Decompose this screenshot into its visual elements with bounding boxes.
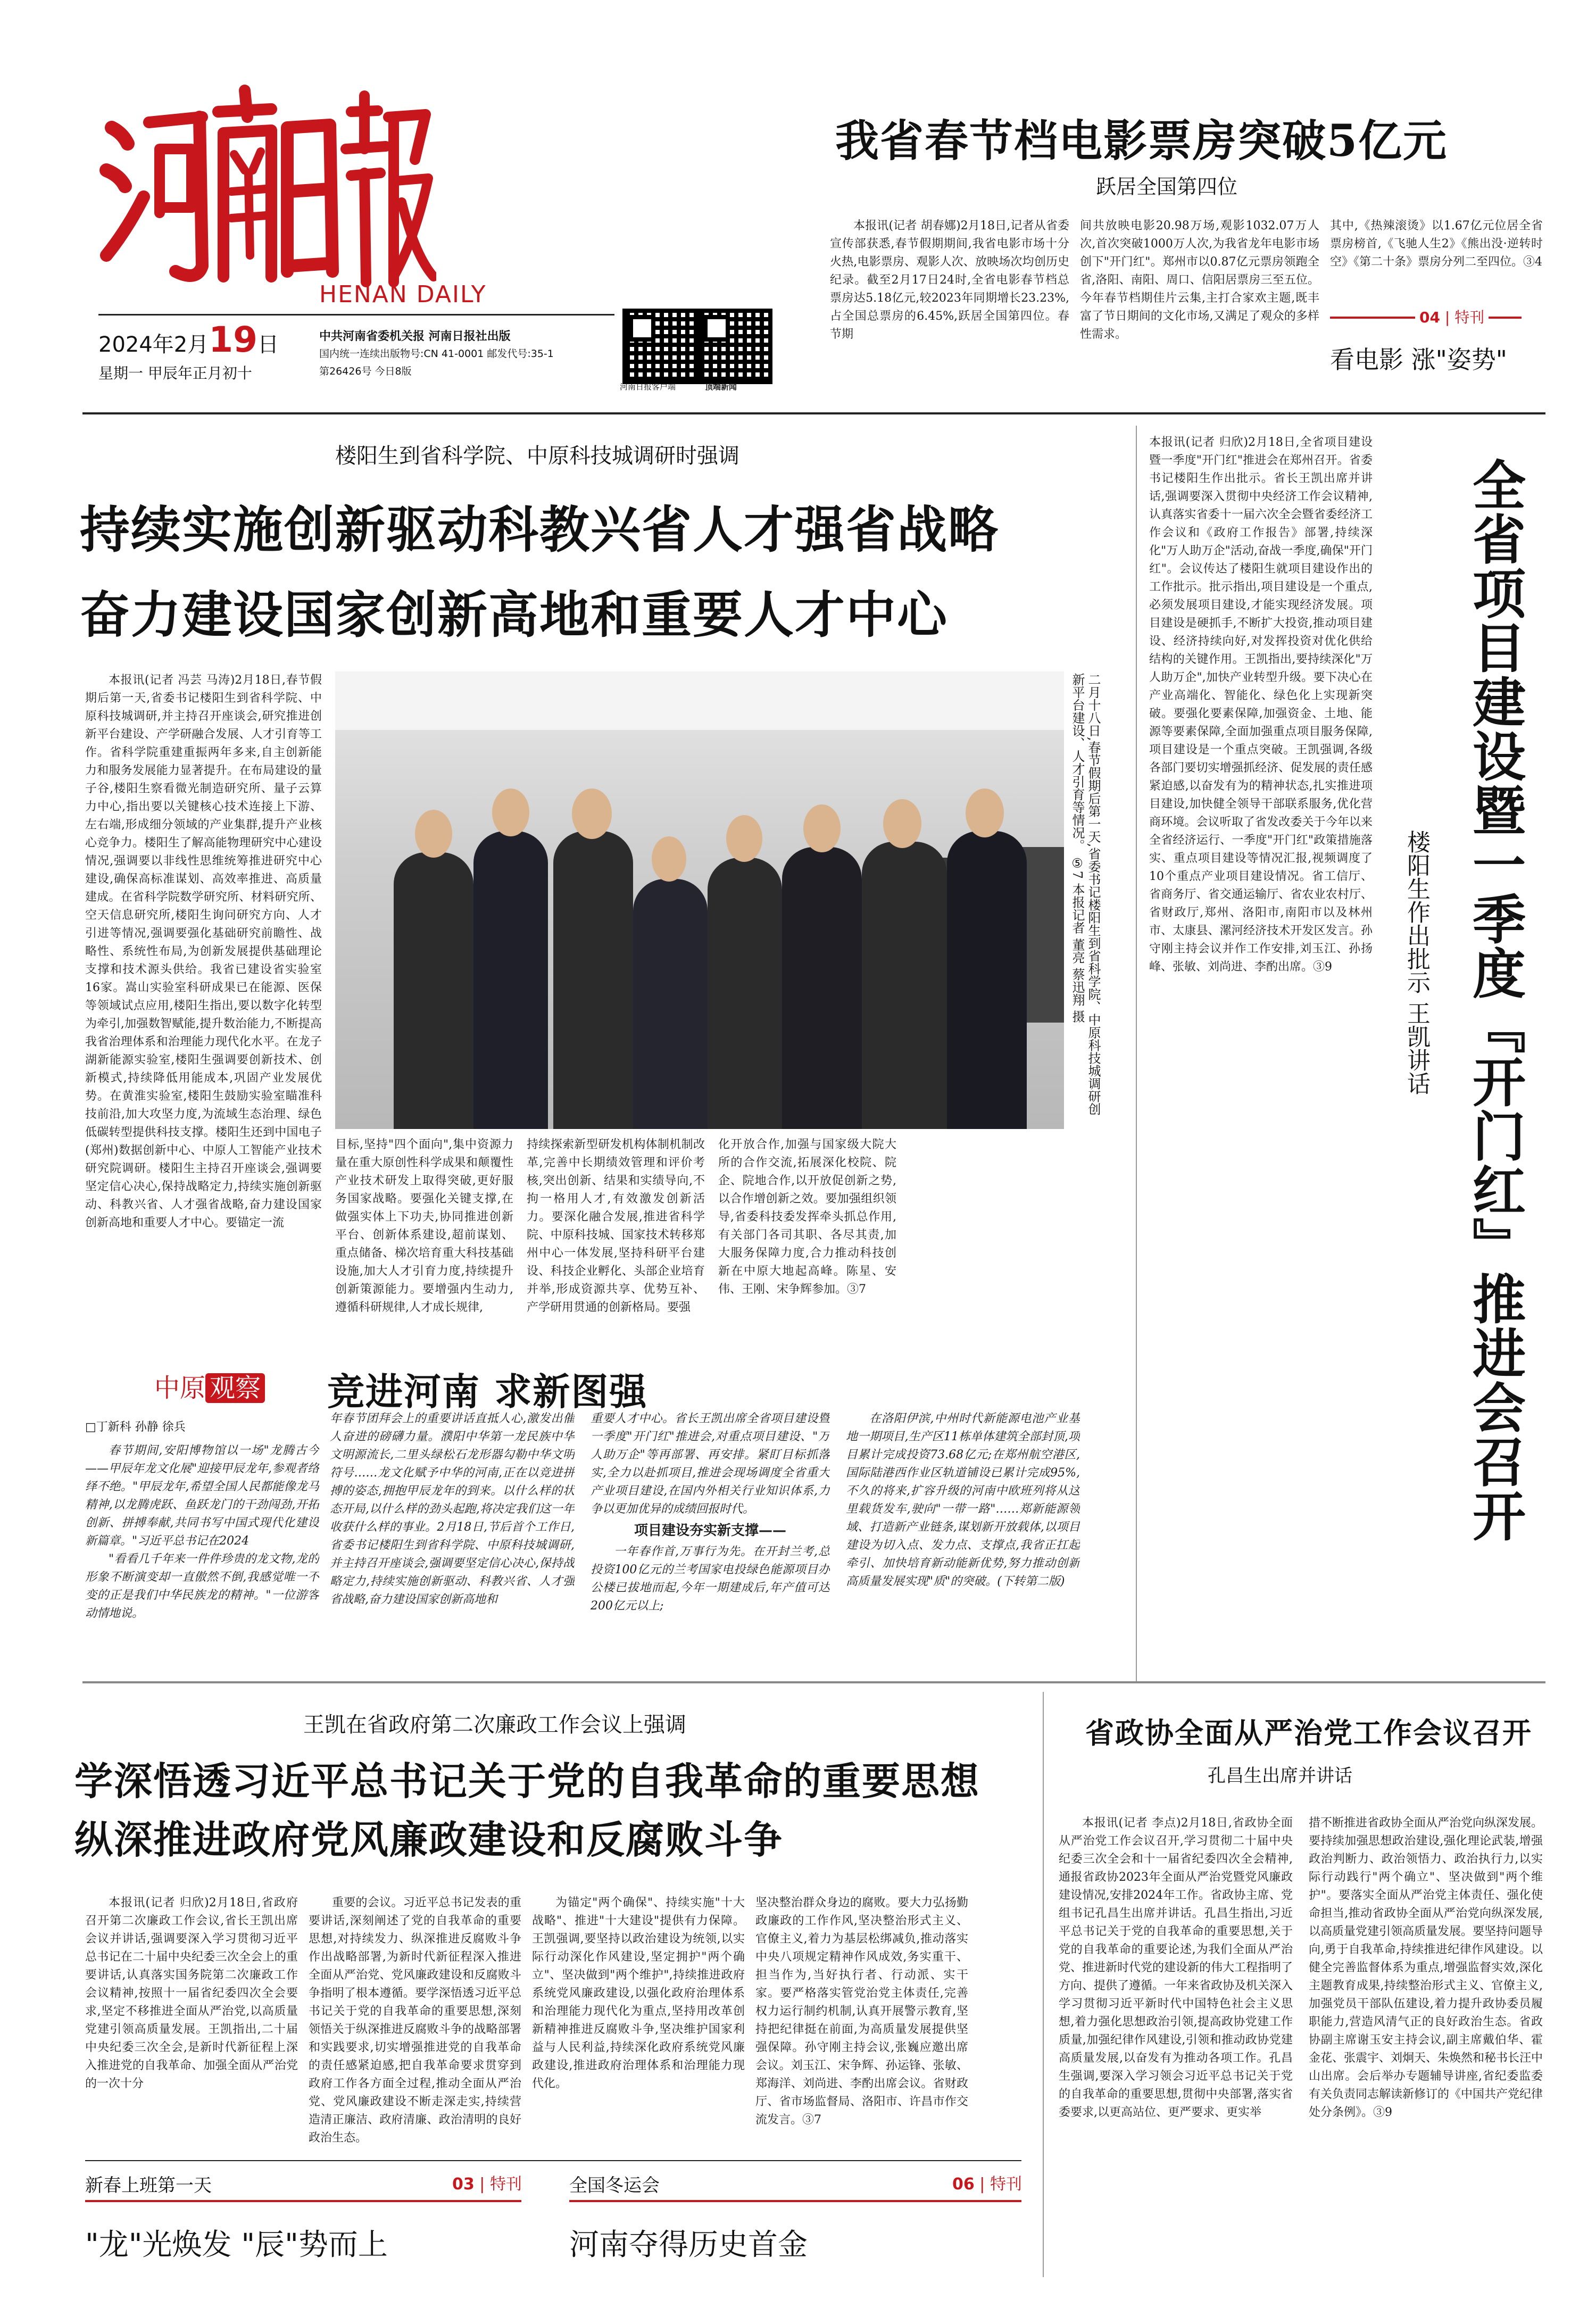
qr-code-news[interactable] bbox=[697, 309, 772, 384]
commentary-col3-text-b: 一年春作首,万事行为先。在开封兰考,总投资100亿元的兰考国家电投绿色能源项目办公楼已拔地而起,今年一期建成后,年产值可达200亿元以上; bbox=[591, 1545, 830, 1613]
lower-right-col2-text: 措不断推进省政协全面从严治党向纵深发展。要持续加强思想政治建设,强化理论武装,增强政治判断力、政治领悟力、政治执行力,以实际行动践行"两个确立"、坚决做到"两个维护"。要落实全面从严治党主体责任、强化使命担当,推动省政协全面从严治党向纵深发展,以高质量党建引领高质量发展。要坚持问题导向,勇于自我革命,持续推进纪律作风建设。以健全完善监督体系为重点,增强监督实效,深化主题教育成果,持续整治形式主义、官僚主义,加强党员干部队伍建设,着力提升政协委员履职能力,营造风清气正的良好政治生态。省政协副主席谢玉安主持会议,副主席戴伯华、霍金花、张震宇、刘炯天、朱焕然和秘书长汪中山出席。会后举办专题辅导讲座,省纪委监委有关负责同志解读新修订的《中国共产党纪律处分条例》。③9 bbox=[1309, 1816, 1543, 2119]
lower-right-headline[interactable]: 省政协全面从严治党工作会议召开 bbox=[1085, 1716, 1532, 1750]
teaser-page-number: 04 bbox=[1419, 309, 1440, 326]
footer-teaser2-page: 06 bbox=[952, 2175, 975, 2194]
qr-caption: 河南日报客户端 bbox=[620, 382, 676, 392]
column-logo-b: 观察 bbox=[205, 1373, 265, 1403]
lead-story-col2 bbox=[335, 1136, 513, 1343]
commentary-headline[interactable]: 竞进河南 求新图强 bbox=[327, 1369, 648, 1414]
top-story-col2-text: 间共放映电影20.98万场,观影1032.07万人次,首次突破1000万人次,为我省龙年电影市场创下"开门红"。郑州市以0.87亿元票房领跑全省,洛阳、南阳、周口、信阳居票房三至五位。今年春节档期佳片云集,主打合家欢主题,既丰富了节日期间的文化市场,又满足了观众的多样性需求。 bbox=[1080, 219, 1319, 341]
lower-left-col2-text: 重要的会议。习近平总书记发表的重要讲话,深刻阐述了党的自我革命的重要思想,对持续发力、纵深推进反腐败斗争作出战略部署,为新时代新征程深入推进全面从严治党、党风廉政建设和反腐败斗争指明了根本遵循。要学深悟透习近平总书记关于党的自我革命的重要思想,深刻领悟关于纵深推进反腐败斗争的战略部署和实践要求,切实增强推进党的自我革命的责任感紧迫感,把自我革命要求贯穿到政府工作各方面全过程,推动全面从严治党、党风廉政建设不断走深走实,持续营造清正廉洁、政府清廉、政治清明的良好政治生态。 bbox=[309, 1896, 521, 2145]
commentary-col4-text: 在洛阳伊滨,中州时代新能源电池产业基地一期项目,生产区11栋单体建筑全部封顶,项目累计完成投资73.68亿元;在郑州航空港区,国际陆港西作业区轨道铺设已累计完成95%,不久的将来,扩容升级的河南中欧班列将从这里载货发车,驶向"一带一路"……郑新能源领域、打造新产业链条,谋划新开放载体,以项目建设为切入点、发力点、支撑点,我省正扛起牵引、加快培育新动能新优势,努力推动创新高质量发展实现"质"的突破。(下转第二版) bbox=[846, 1412, 1080, 1588]
lead-story-col4-text: 化开放合作,加强与国家级大院大所的合作交流,拓展深化校院、院企、院地合作,以开放促创新之势,以合作增创新之效。要加强组织领导,省委科技委发挥牵头抓总作用,有关部门各司其职、各尽其责,加大服务保障力度,合力推动科技创新在中原大地起高峰。陈星、安伟、王刚、宋争辉参加。③7 bbox=[718, 1138, 896, 1296]
right-column-divider bbox=[1136, 426, 1137, 1681]
footer-teaser2-tag: 特刊 bbox=[990, 2175, 1022, 2194]
photo-caption: 二月十八日,春节假期后第一天,省委书记楼阳生到省科学院、中原科技城调研创新平台建设、人才引育等情况。 ⑤7 本报记者 董亮 蔡迅翔 摄 bbox=[1070, 673, 1101, 1116]
masthead-rule bbox=[98, 314, 614, 316]
footer-teaser1-title[interactable]: "龙"光焕发 "辰"势而上 bbox=[85, 2228, 388, 2262]
commentary-byline: □丁新科 孙静 徐兵 bbox=[85, 1421, 186, 1434]
commentary-col3-text: 重要人才中心。省长王凯出席全省项目建设暨一季度"开门红"推进会,对重点项目建设、"万人助万企"等再部署、再安排。紧盯目标抓落实,全力以赴抓项目,推进会现场调度全省重大产业项目建设,在国内外相关行业知识体系,力争以更加优异的成绩回报时代。 bbox=[591, 1412, 830, 1516]
publisher-line: 中共河南省委机关报 河南日报社出版 bbox=[319, 330, 511, 343]
footer-teaser1-tag: 特刊 bbox=[489, 2175, 522, 2194]
lead-story-col4 bbox=[718, 1136, 896, 1343]
lower-right-col1-text: 本报讯(记者 李点)2月18日,省政协全面从严治党工作会议召开,学习贯彻二十届中央纪委三次全会和十一届省纪委四次全会精神,通报省政协2023年全面从严治党暨党风廉政建设情况,安排2024年工作。省政协主席、党组书记孔昌生出席并讲话。孔昌生指出,习近平总书记关于党的自我革命的重要思想,关于党的自我革命的重要论述,为我们全面从严治党、推进新时代党的建设新的伟大工程指明了方向、提供了遵循。一年来省政协及机关深入学习贯彻习近平新时代中国特色社会主义思想,着力强化思想政治引领,提高政协党建工作质量,加强纪律作风建设,引领和推动政协党建高质量发展,以奋发有为推动各项工作。孔昌生强调,要深入学习领会习近平总书记关于党的自我革命的重要思想,贯彻中央部署,落实省委要求,以更高站位、更严要求、更实举 bbox=[1059, 1816, 1293, 2119]
commentary-col2 bbox=[330, 1410, 575, 1671]
top-story-col3 bbox=[1330, 217, 1543, 292]
commentary-col1-quote: "看看几千年来一件件珍贵的龙文物,龙的形象不断演变却一直傲然不倒,我感觉唯一不变的正是我们中华民族龙的精神。"一位游客动情地说。 bbox=[85, 1552, 319, 1620]
footer-teaser1-small: 新春上班第一天 bbox=[85, 2175, 212, 2196]
lead-story-col1-text: 本报讯(记者 冯芸 马涛)2月18日,春节假期后第一天,省委书记楼阳生到省科学院、中原科技城调研,并主持召开座谈会,研究推进创新平台建设、产学研融合发展、人才引育等工作。省科学院重建重振两年多来,自主创新能力和服务发展能力显著提升。在布局建设的量子谷,楼阳生察看微光制造研究所、量子云算力中心,指出要以关键核心技术连接上下游、左右端,形成细分领域的产业集群,提升产业核心竞争力。楼阳生了解高能物理研究中心建设情况,强调要以非线性思维统筹推进研究中心建设,确保高标准谋划、高效率推进、高质量建成。在省科学院数学研究所、材料研究所、空天信息研究所,楼阳生询问研究方向、人才引进等情况,强调要强化基础研究前瞻性、战略性、系统性布局,为创新发展提供基础理论支撑和技术源头供给。我省已建设省实验室16家。嵩山实验室科研成果已在能源、医保等领域试点应用,楼阳生指出,要以数字化转型为牵引,加强数智赋能,提升数治能力,不断提高我省治理体系和治理能力现代化水平。在龙子湖新能源实验室,楼阳生强调要创新技术、创新模式,持续降低用能成本,巩固产业发展优势。在黄淮实验室,楼阳生鼓励实验室瞄准科技前沿,加大攻坚力度,为流域生态治理、绿色低碳转型提供科技支撑。楼阳生还到中国电子(郑州)数据创新中心、中原人工智能产业技术研究院调研。楼阳生主持召开座谈会,强调要坚定信心决心,保持战略定力,持续实施创新驱动、科教兴省、人才强省战略,奋力建设国家创新高地和重要人才中心。要锚定一流 bbox=[85, 674, 322, 1230]
footer-teaser1-label: 03 | 特刊 bbox=[452, 2175, 522, 2194]
footer-teaser1-page: 03 bbox=[452, 2175, 475, 2194]
lower-left-col2 bbox=[309, 1894, 521, 2149]
date-block bbox=[98, 319, 279, 360]
lower-right-col2 bbox=[1309, 1814, 1543, 2282]
footer-teaser2-bar bbox=[569, 2200, 1021, 2202]
commentary-col1-text: 春节期间,安阳博物馆以一场"龙腾古今——甲辰年龙文化展"迎接甲辰龙年,参观者络绎不绝。"甲辰龙年,希望全国人民都能像龙马精神,以龙腾虎跃、鱼跃龙门的干劲闯劲,开拓创新、拼搏奉献,共同书写中国式现代化建设新篇章。"习近平总书记在2024 bbox=[85, 1444, 319, 1548]
top-headline[interactable]: 我省春节档电影票房突破5亿元 bbox=[835, 115, 1448, 167]
lead-kicker: 楼阳生到省科学院、中原科技城调研时强调 bbox=[335, 444, 739, 468]
footer-teaser2-label: 06 | 特刊 bbox=[952, 2175, 1022, 2194]
top-story-col1 bbox=[830, 217, 1069, 377]
top-story-col1-text: 本报讯(记者 胡春娜)2月18日,记者从省委宣传部获悉,春节假期期间,我省电影市场十分火热,电影票房、观影人次、放映场次均创历史纪录。截至2月17日24时,全省电影春节档总票房达5.18亿元,较2023年同期增长23.23%,占全国总票房的6.45%,跃居全国第四位。春节期 bbox=[830, 219, 1069, 341]
footer-teaser2-small: 全国冬运会 bbox=[569, 2175, 660, 2196]
lower-left-col3-text: 为锚定"两个确保"、持续实施"十大战略"、推进"十大建设"提供有力保障。王凯强调,要坚持以政治建设为统领,以实际行动深化作风建设,坚定拥护"两个确立"、坚决做到"两个维护",持续推进政府系统党风廉政建设,以强化政府治理体系和治理能力现代化为重点,坚持用改革创新精神推进反腐败斗争,坚决维护国家利益与人民利益,持续深化政府系统党风廉政建设,推进政府治理体系和治理能力现代化。 bbox=[532, 1896, 745, 2090]
right-vertical-subhead: 楼阳生作出批示 王凯讲话 bbox=[1403, 830, 1430, 1095]
column-logo bbox=[154, 1367, 265, 1404]
teaser-page-label: 04 | 特刊 bbox=[1415, 306, 1489, 327]
lower-right-col1 bbox=[1059, 1814, 1293, 2282]
right-vertical-headline[interactable]: 全省项目建设暨一季度『开门红』推进会召开 bbox=[1464, 458, 1526, 1543]
footer-teaser2-title[interactable]: 河南夺得历史首金 bbox=[569, 2228, 808, 2262]
commentary-col3-subhead: 项目建设夯实新支撑—— bbox=[634, 1523, 786, 1539]
commentary-col3 bbox=[591, 1410, 830, 1671]
lower-left-col1 bbox=[85, 1894, 298, 2149]
lower-left-headline-line1[interactable]: 学深悟透习近平总书记关于党的自我革命的重要思想 bbox=[74, 1758, 980, 1804]
footer-rule bbox=[85, 2160, 1021, 2161]
date-day: 19 bbox=[209, 319, 258, 360]
date-year-month: 2024年2月 bbox=[98, 333, 209, 357]
lead-story-col3 bbox=[527, 1136, 705, 1343]
lower-divider bbox=[1043, 1692, 1044, 2277]
lead-story-col1 bbox=[85, 671, 322, 1342]
footer-teaser1-bar bbox=[85, 2200, 521, 2202]
qr-code-app[interactable] bbox=[622, 309, 698, 384]
commentary-col4 bbox=[846, 1410, 1080, 1671]
serial-number-line: 国内统一连续出版物号:CN 41-0001 邮发代号:35-1 bbox=[319, 348, 554, 360]
lower-left-headline-line2[interactable]: 纵深推进政府党风廉政建设和反腐败斗争 bbox=[74, 1817, 784, 1862]
lead-story-col3-text: 持续探索新型研发机构体制机制改革,完善中长期绩效管理和评价考核,突出创新、结果和实绩导向,不拘一格用人才,有效激发创新活力。要深化融合发展,推进省科学院、中原科技城、国家技术转移郑州中心一体发展,坚持科研平台建设、科技企业孵化、头部企业培育并举,形成资源共享、优势互补、产学研用贯通的创新格局。要强 bbox=[527, 1138, 705, 1314]
mid-rule bbox=[82, 1681, 1545, 1683]
weekday-lunar: 星期一 甲辰年正月初十 bbox=[98, 364, 252, 382]
lower-right-subhead: 孔昌生出席并讲话 bbox=[1208, 1765, 1352, 1787]
lead-story-col2-text: 目标,坚持"四个面向",集中资源力量在重大原创性科学成果和颠覆性产业技术研发上取得突破,更好服务国家战略。要强化关键支撑,在做强实体上下功夫,协同推进创新平台、创新体系建设,超前谋划、重点储备、梯次培育重大科技基础设施,加大人才引育力度,持续提升创新策源能力。要增强内生动力,遵循科研规律,人才成长规律, bbox=[335, 1138, 513, 1314]
lower-left-col3 bbox=[532, 1894, 745, 2149]
top-subhead: 跃居全国第四位 bbox=[1096, 175, 1238, 198]
right-story-text bbox=[1149, 434, 1373, 1668]
masthead-bottom-rule bbox=[82, 412, 1545, 414]
lower-left-col4-text: 坚决整治群众身边的腐败。要大力弘扬勤政廉政的工作作风,坚决整治形式主义、官僚主义,着力为基层松绑减负,推动落实中央八项规定精神作风成效,务实重干、担当作为,当好执行者、行动派、实干家。要严格落实管党治党主体责任,完善权力运行制约机制,认真开展警示教育,坚持把纪律挺在前面,为高质量发展提供坚强保障。孙守刚主持会议,张巍应邀出席会议。刘玉江、宋争辉、孙运锋、张敏、郑海洋、刘尚进、李酌出席会议。省财政厅、省市场监督局、洛阳市、许昌市作交流发言。③7 bbox=[755, 1896, 968, 2127]
top-story-col3-text: 其中,《热辣滚烫》以1.67亿元位居全省票房榜首,《飞驰人生2》《熊出没·逆转时空》《第二十条》票房分列二至四位。③4 bbox=[1330, 219, 1543, 269]
lower-left-kicker: 王凯在省政府第二次廉政工作会议上强调 bbox=[303, 1713, 686, 1737]
masthead-logo bbox=[96, 80, 436, 303]
lower-left-col1-text: 本报讯(记者 归欣)2月18日,省政府召开第二次廉政工作会议,省长王凯出席会议并讲话,强调要深入学习贯彻习近平总书记在二十届中央纪委三次全会上的重要讲话,认真落实国务院第二次廉政工作会议精神,按照十一届省纪委四次全会要求,坚定不移推进全面从严治党,以高质量党建引领高质量发展。王凯指出,二十届中央纪委三次全会,是新时代新征程上深入推进党的自我革命、加强全面从严治党的一次十分 bbox=[85, 1896, 298, 2090]
teaser-tag: 特刊 bbox=[1454, 309, 1485, 326]
column-logo-a: 中原 bbox=[154, 1373, 206, 1403]
right-story-text-body: 本报讯(记者 归欣)2月18日,全省项目建设暨一季度"开门红"推进会在郑州召开。省委书记楼阳生作出批示。省长王凯出席并讲话,强调要深入贯彻中央经济工作会议精神,认真落实省委十一届六次全会暨省委经济工作会议和《政府工作报告》部署,持续深化"万人助万企"活动,奋战一季度,确保"开门红"。会议传达了楼阳生就项目建设作出的工作批示。批示指出,项目建设是一个重点,必须发展项目建设,才能实现经济发展。项目建设是硬抓手,不断扩大投资,推动项目建设、经济持续向好,对发挥投资对优化供给结构的关键作用。王凯指出,要持续深化"万人助万企",加快产业转型升级。要下决心在产业高端化、智能化、绿色化上实现新突破。要强化要素保障,加强资金、土地、能源等要素保障,全面加强重点项目服务保障,项目建设是一个重点突破。王凯强调,各级各部门要切实增强抓经济、促发展的责任感紧迫感,以奋发有为的精神状态,扎实推进项目建设,加快健全领导干部联系服务,优化营商环境。会议听取了省发改委关于今年以来全省经济运行、一季度"开门红"政策措施落实、重点项目建设等情况汇报,视频调度了10个重点产业项目建设情况。省工信厅、省商务厅、省交通运输厅、省农业农村厅、省财政厅,郑州、洛阳市,南阳市以及林州市、太康县、漯河经济技术开发区发言。孙守刚主持会议并作工作安排,刘玉江、孙扬峰、张敏、刘尚进、李酌出席。③9 bbox=[1149, 436, 1373, 974]
henan-daily-calligraphy-logo bbox=[96, 80, 436, 303]
issue-line: 第26426号 今日8版 bbox=[319, 366, 412, 377]
commentary-col2-text: 年春节团拜会上的重要讲话直抵人心,激发出催人奋进的磅礴力量。濮阳中华第一龙民族中华文明源流长,二里头绿松石龙形器勾勒中华文明符号……龙文化赋予中华的河南,正在以竞进拼搏的姿态,拥抱甲辰龙年的到来。以什么样的状态开局,以什么样的劲头起跑,将决定我们这一年收获什么样的事业。2月18日,节后首个工作日,省委书记楼阳生到省科学院、中原科技城调研,并主持召开座谈会,强调要坚定信心决心,保持战略定力,持续实施创新驱动、科教兴省、人才强省战略,奋力建设国家创新高地和 bbox=[330, 1412, 575, 1606]
lead-headline-line1[interactable]: 持续实施创新驱动科教兴省人才强省战略 bbox=[80, 501, 1000, 559]
commentary-col1 bbox=[85, 1442, 319, 1671]
teaser-title[interactable]: 看电影 涨"姿势" bbox=[1330, 345, 1507, 374]
lower-left-col4 bbox=[755, 1894, 968, 2149]
top-story-col2 bbox=[1080, 217, 1319, 377]
lead-headline-line2[interactable]: 奋力建设国家创新高地和重要人才中心 bbox=[80, 586, 949, 644]
qr-caption-2: 顶端新闻 bbox=[705, 382, 737, 392]
lead-photo[interactable] bbox=[335, 671, 1064, 1129]
english-title: HENAN DAILY bbox=[319, 281, 487, 308]
date-day-suffix: 日 bbox=[257, 333, 279, 357]
